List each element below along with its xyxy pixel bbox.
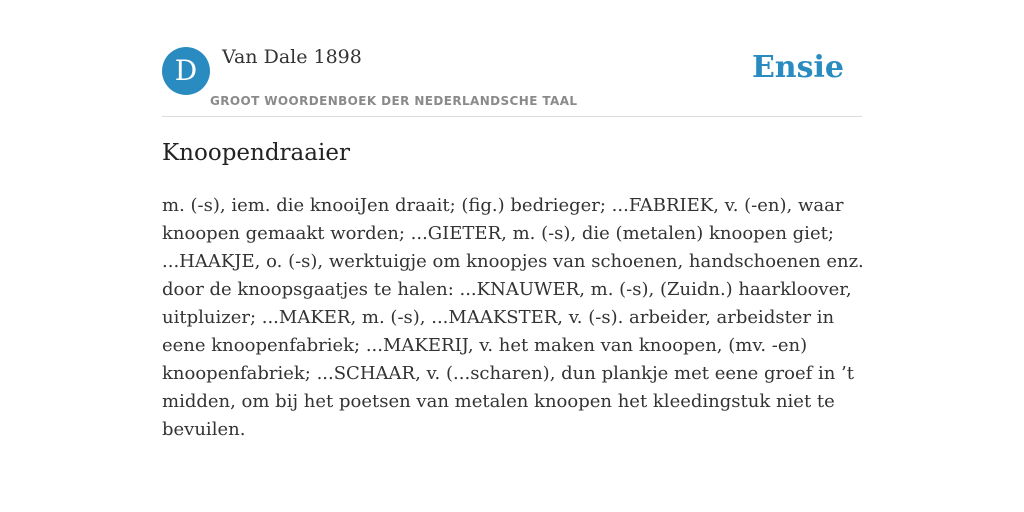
dictionary-avatar[interactable]: D xyxy=(162,47,210,95)
dictionary-title[interactable]: Van Dale 1898 xyxy=(222,46,362,68)
entry-definition: m. (-s), iem. die knooiJen draait; (fig.) bedrieger; ...FABRIEK, v. (-en), waar knoopen gemaakt worden; ...GIETER, m. (-s), die (metalen) knoopen giet; ...HAAKJE, o. (-s), werktuigje om knoopjes van schoenen, handschoenen enz. door de knoopsgaatjes te halen: ...KNAUWER, m. (-s), (Zuidn.) haarkloover, uitpluizer; ...MAKER, m. (-s), ...MAAKSTER, v. (-s). arbeider, arbeidster in eene knoopenfabriek; ...MAKERIJ, v. het maken van knoopen, (mv. -en) knoopenfabriek; ...SCHAAR, v. (...scharen), dun plankje met eene groef in ’t midden, om bij het poetsen van metalen knoopen het kleedingstuk niet te bevuilen. xyxy=(162,195,864,440)
ensie-logo[interactable]: Ensie xyxy=(751,50,844,85)
entry-headword: Knoopendraaier xyxy=(162,140,350,166)
page-content xyxy=(162,0,864,440)
dictionary-subtitle: GROOT WOORDENBOEK DER NEDERLANDSCHE TAAL xyxy=(210,94,578,108)
dictionary-header xyxy=(162,0,862,117)
